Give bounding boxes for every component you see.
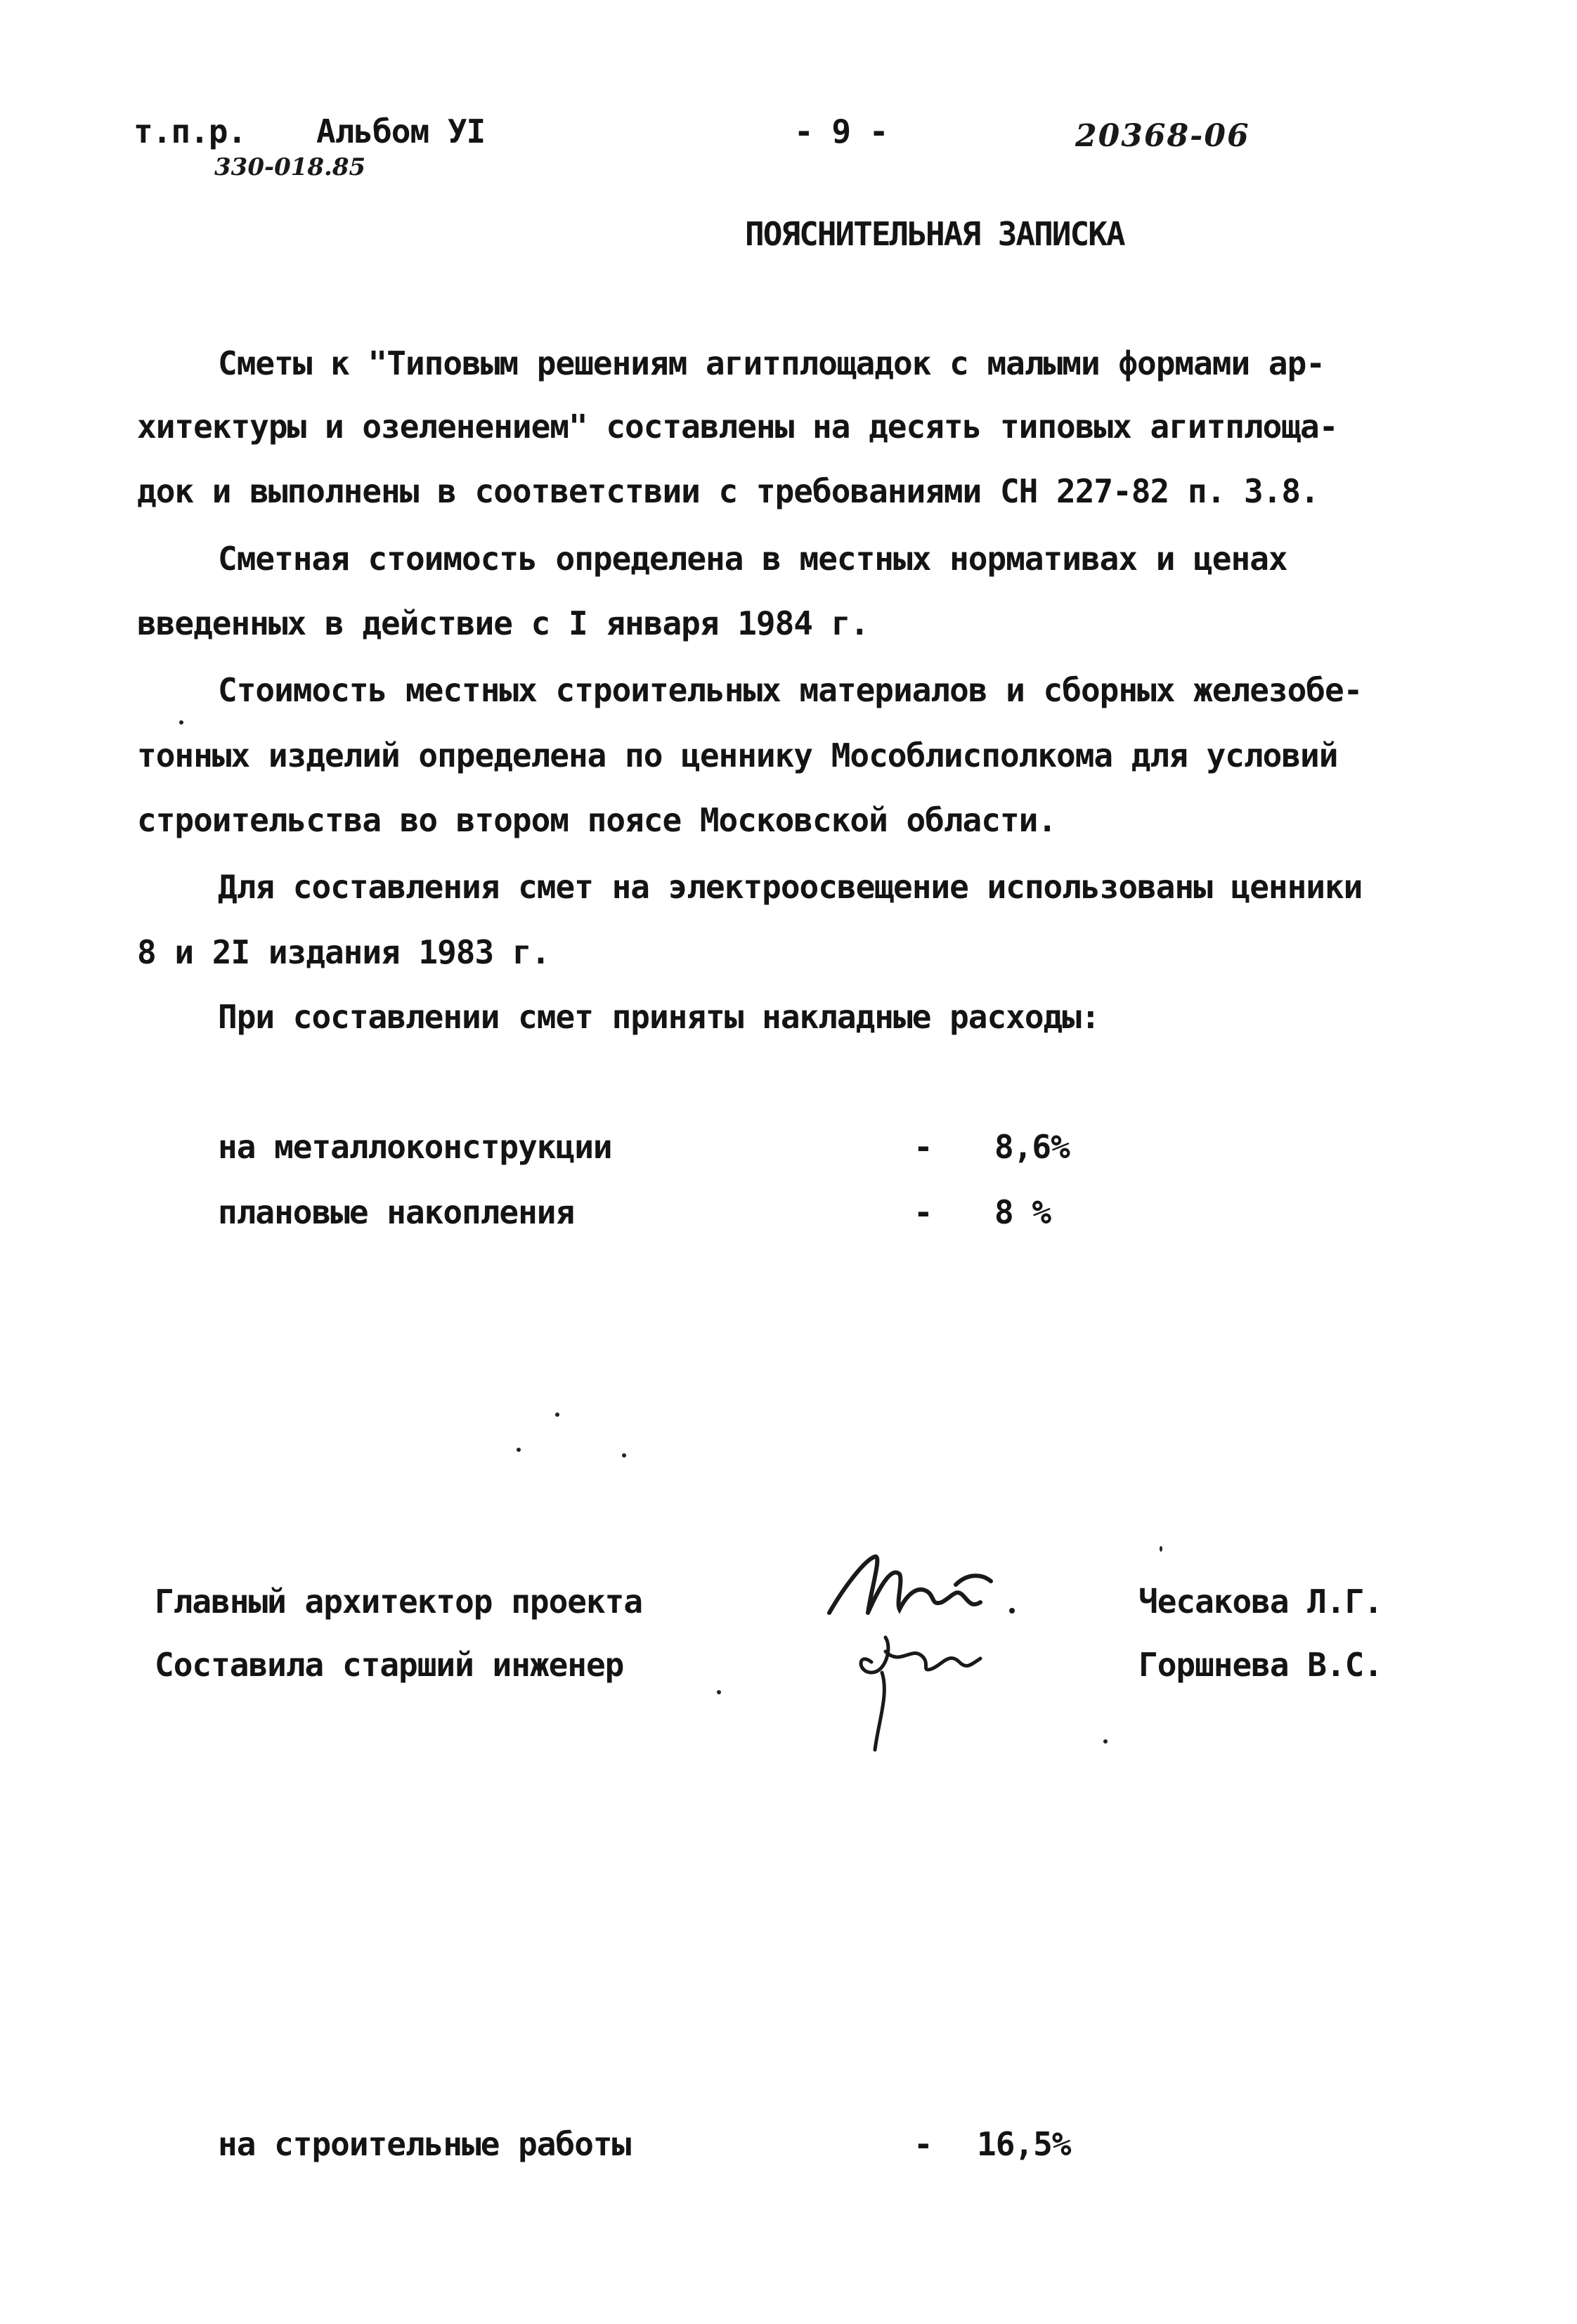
overhead-value: 8 % xyxy=(994,1193,1051,1231)
overhead-value: 16,5% xyxy=(977,2125,1071,2163)
page-title: ПОЯСНИТЕЛЬНАЯ ЗАПИСКА xyxy=(745,215,1124,253)
scan-speck xyxy=(555,1413,559,1417)
paragraph-line: 8 и 2I издания 1983 г. xyxy=(137,933,550,971)
signature-name: Горшнева В.С. xyxy=(1138,1646,1383,1684)
overhead-dash: - xyxy=(914,2125,933,2163)
paragraph-line: Сметы к "Типовым решениям агитплощадок с малыми формами ар- xyxy=(218,344,1325,382)
scan-speck xyxy=(1103,1739,1108,1744)
overhead-dash: - xyxy=(914,1128,933,1166)
scan-speck xyxy=(179,720,183,725)
page-number: - 9 - xyxy=(794,112,888,150)
overhead-value: 8,6% xyxy=(994,1128,1070,1166)
series-number: 330-018.85 xyxy=(214,153,366,181)
signature-role: Главный архитектор проекта xyxy=(155,1583,643,1621)
scan-speck xyxy=(717,1690,721,1694)
paragraph-line: введенных в действие с I января 1984 г. xyxy=(137,604,869,642)
paragraph-line: Для составления смет на электроосвещение использованы ценники xyxy=(218,868,1363,906)
scan-speck xyxy=(622,1453,626,1458)
archive-number: 20368-06 xyxy=(1075,118,1250,154)
handwritten-signature-2 xyxy=(843,1623,998,1757)
paragraph-line: строительства во втором поясе Московской области. xyxy=(137,801,1057,839)
series-label: т.п.р. xyxy=(134,112,247,150)
scan-speck xyxy=(517,1448,521,1452)
paragraph-line: Сметная стоимость определена в местных нормативах и ценах xyxy=(218,540,1287,578)
paragraph-line: док и выполнены в соответствии с требованиями СН 227-82 п. 3.8. xyxy=(137,472,1319,510)
overheads-intro: При составлении смет приняты накладные расходы: xyxy=(218,998,1100,1036)
paragraph-line: Стоимость местных строительных материалов и сборных железобе- xyxy=(218,671,1363,709)
paragraph-line: хитектуры и озеленением" составлены на десять типовых агитплоща- xyxy=(137,408,1338,446)
signature-role: Составила старший инженер xyxy=(155,1646,624,1684)
scan-speck xyxy=(1160,1546,1162,1552)
overhead-label: плановые накопления xyxy=(218,1193,575,1231)
overhead-dash: - xyxy=(914,1193,933,1231)
overhead-label: на строительные работы xyxy=(218,2125,631,2163)
handwritten-signature-1 xyxy=(815,1546,1026,1630)
album-label: Альбом УI xyxy=(316,112,486,150)
overhead-label: на металлоконструкции xyxy=(218,1128,612,1166)
signature-name: Чесакова Л.Г. xyxy=(1138,1583,1383,1621)
paragraph-line: тонных изделий определена по ценнику Мособлисполкома для условий xyxy=(137,736,1338,774)
